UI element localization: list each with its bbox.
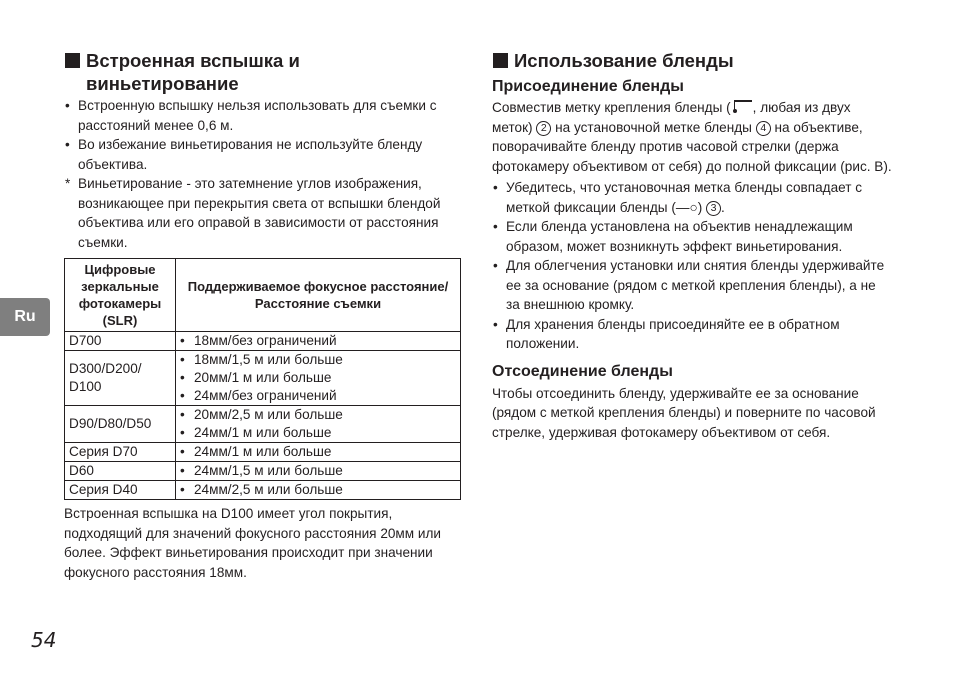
left-column xyxy=(64,49,461,582)
attach-paragraph: Совместив метку крепления бленды ( , любая из двух меток) 2 на установочной метке бленды 4 на объективе, поворачивайте бленду против часовой стрелки (держа фотокамеру объективом от себя) до полной фиксации (рис. B). xyxy=(492,100,892,174)
table-row: D700 • 18мм/без ограничений xyxy=(65,332,461,351)
list-item: • Встроенную вспышку нельзя использовать для съемки с расстояний менее 0,6 м. xyxy=(65,98,437,133)
section-square-icon xyxy=(65,53,80,68)
detach-heading: Отсоединение бленды xyxy=(492,362,673,380)
list-item: • Во избежание виньетирования не используйте бленду объектива. xyxy=(65,137,423,172)
callout-3-icon: 3 xyxy=(706,201,721,216)
list-item: * Виньетирование - это затемнение углов изображения, возникающее при перекрытия света от вспышки блендой объектива или его оправой в зависимости от расстояния съемки. xyxy=(65,176,441,250)
attach-notes-list xyxy=(492,178,892,354)
section-title-hood: Использование бленды xyxy=(492,49,892,72)
section-square-icon xyxy=(493,53,508,68)
list-item: • Если бленда установлена на объектив ненадлежащим образом, может возникнуть эффект виньетирования. xyxy=(493,219,853,254)
callout-4-icon: 4 xyxy=(756,121,771,136)
list-item: • Для облегчения установки или снятия бленды удерживайте ее за основание (рядом с меткой крепления бленды), а не за внешнюю кромку. xyxy=(493,258,885,312)
flash-notes-list xyxy=(64,96,461,252)
callout-2-icon: 2 xyxy=(536,121,551,136)
list-item: • Для хранения бленды присоединяйте ее в обратном положении. xyxy=(493,316,840,351)
detach-paragraph: Чтобы отсоединить бленду, удерживайте ее за основание (рядом с меткой крепления бленды) и поверните по часовой стрелке, удерживая фотокамеру объективом от себя. xyxy=(492,385,876,440)
list-item: • Убедитесь, что установочная метка бленды совпадает с меткой фиксации бленды (—○) 3 . xyxy=(493,180,863,215)
table-row: D300/D200/ D100 • 18мм/1,5 м или больше • 20мм/1 м или больше • 24мм/без ограничений xyxy=(65,351,461,406)
language-tab: Ru xyxy=(0,298,50,336)
table-row: Серия D70 • 24мм/1 м или больше xyxy=(65,443,461,462)
section-title-flash: Встроенная вспышка и виньетирование xyxy=(64,49,461,95)
attach-heading: Присоединение бленды xyxy=(492,78,684,95)
table-row: D60 • 24мм/1,5 м или больше xyxy=(65,462,461,481)
camera-compatibility-table xyxy=(64,258,461,500)
hood-lock-mark-icon: —○ xyxy=(675,199,698,215)
table-header-focal: Поддерживаемое фокусное расстояние/ Расстояние съемки xyxy=(176,259,461,332)
table-header-cameras: Цифровые зеркальные фотокамеры (SLR) xyxy=(65,259,176,332)
table-row: Серия D40 • 24мм/2,5 м или больше xyxy=(65,481,461,500)
page-number: 54 xyxy=(31,628,57,652)
right-column xyxy=(492,49,892,442)
table-header-row xyxy=(65,259,461,332)
flash-footer-note: Встроенная вспышка на D100 имеет угол покрытия, подходящий для значений фокусного расстояния 20мм или более. Эффект виньетирования происходит при значении фокусного расстояния 18мм. xyxy=(64,506,442,580)
table-row: D90/D80/D50 • 20мм/2,5 м или больше • 24мм/1 м или больше xyxy=(65,406,461,443)
hood-mount-mark-icon xyxy=(731,100,753,114)
